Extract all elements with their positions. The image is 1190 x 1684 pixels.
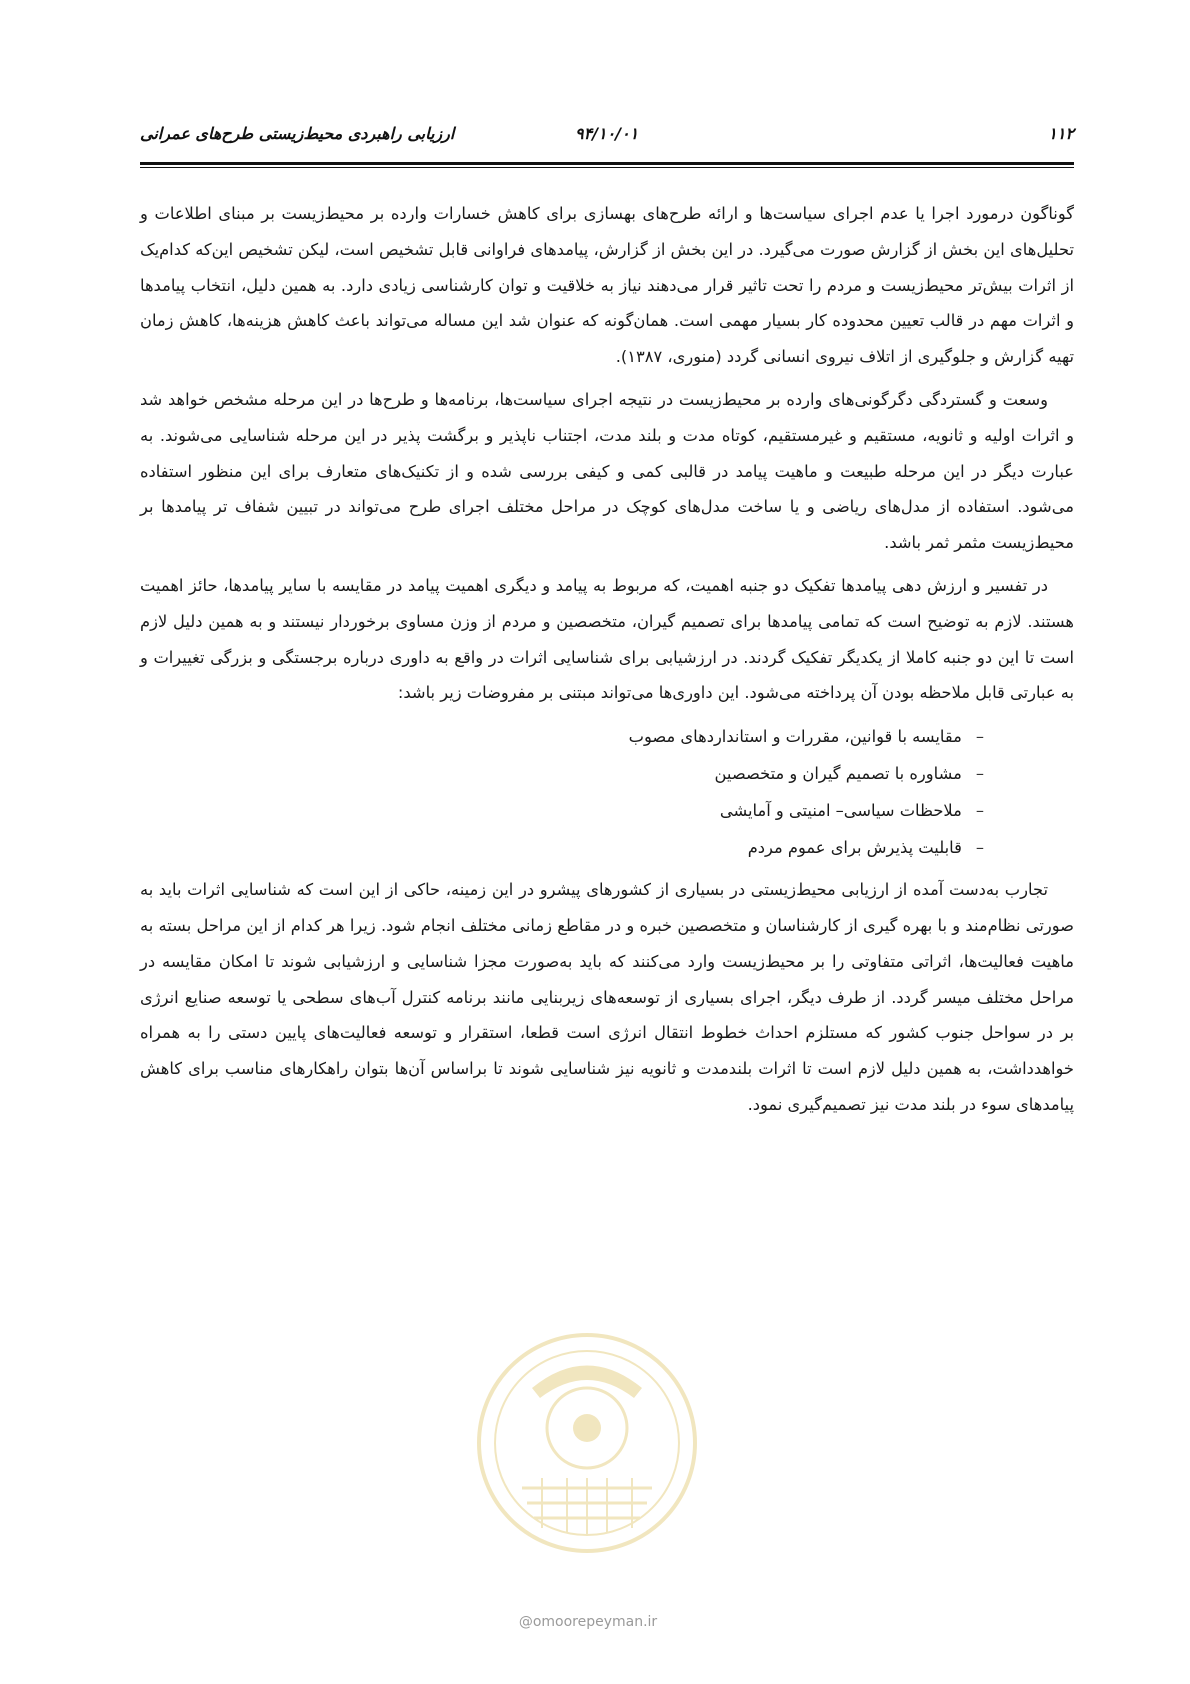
bullet-text: قابلیت پذیرش برای عموم مردم — [747, 838, 962, 858]
watermark-seal-icon — [472, 1328, 702, 1558]
paragraph-1: گوناگون درمورد اجرا یا عدم اجرای سیاست‌ها و ارائه طرح‌های بهسازی برای کاهش خسارات وارده بر محیط‌زیست بر مبنای اطلاعات و تحلیل‌های این بخش از گزارش صورت می‌گیرد. در این بخش از گزارش، پیامدهای فراوانی قابل تشخیص است، لیکن تشخیص این‌که کدام‌یک از اثرات بیش‌تر محیط‌زیست و مردم را تحت تاثیر قرار می‌دهند نیاز به خلاقیت و توان کارشناسی زیادی دارد. به همین دلیل، انتخاب پیامدها و اثرات مهم در قالب تعیین محدوده کار بسیار مهمی است. همان‌گونه که عنوان شد این مساله می‌تواند باعث کاهش هزینه‌ها، کاهش زمان تهیه گزارش و جلوگیری از اتلاف نیروی انسانی گردد (منوری، ۱۳۸۷). — [140, 204, 1074, 367]
dash-icon: – — [975, 764, 984, 784]
paragraph-3: در تفسیر و ارزش دهی پیامدها تفکیک دو جنبه اهمیت، که مربوط به پیامد و دیگری اهمیت پیامد در مقایسه با سایر پیامدها، حائز اهمیت هستند. لازم به توضیح است که تمامی پیامدها برای تصمیم گیران، متخصصین و مردم از وزن مساوی برخوردار نیستند و به همین دلیل لازم است تا این دو جنبه کاملا از یکدیگر تفکیک گردند. در ارزشیابی برای شناسایی اثرات در واقع به داوری درباره برجستگی و بزرگی تغییرات و به عبارتی قابل ملاحظه بودن آن پرداخته می‌شود. این داوری‌ها می‌تواند مبتنی بر مفروضات زیر باشد: — [140, 575, 1074, 703]
dash-icon: – — [975, 801, 984, 821]
header-date: ۹۴/۱۰/۰۱ — [575, 124, 639, 143]
body-text — [140, 196, 1074, 1130]
paragraph-4: تجارب به‌دست آمده از ارزیابی محیط‌زیستی در بسیاری از کشورهای پیشرو در این زمینه، حاکی از این است که شناسایی اثرات باید به صورتی نظام‌مند و با بهره گیری از کارشناسان و متخصصین خبره و در مقاطع زمانی مختلف انجام شود. زیرا هر کدام از این مراحل بسته به ماهیت فعالیت‌ها، اثراتی متفاوتی را بر محیط‌زیست وارد می‌کنند که باید به‌صورت مجزا شناسایی و ارزشیابی شوند تا امکان مقایسه در مراحل مختلف میسر گردد. از طرف دیگر، اجرای بسیاری از توسعه‌های زیربنایی مانند برنامه کنترل آب‌های سطحی یا توسعه صنایع انرژی بر در سواحل جنوب کشور که مستلزم احداث خطوط انتقال انرژی است قطعا، استقرار و توسعه فعالیت‌های پایین دستی را به همراه خواهدداشت، به همین دلیل لازم است تا اثرات بلندمدت و ثانویه نیز شناسایی شوند تا براساس آن‌ها بتوان راهکارهای مناسب برای کاهش پیامدهای سوء در بلند مدت نیز تصمیم‌گیری نمود. — [140, 880, 1074, 1114]
page-number: ۱۱۲ — [1048, 124, 1074, 143]
bullet-item — [140, 755, 984, 792]
bullet-text: ملاحظات سیاسی– امنیتی و آمایشی — [719, 801, 962, 821]
paragraph-2: وسعت و گستردگی دگرگونی‌های وارده بر محیط‌زیست در نتیجه اجرای سیاست‌ها، برنامه‌ها و طرح‌ها در این مرحله مشخص خواهد شد و اثرات اولیه و ثانویه، مستقیم و غیرمستقیم، کوتاه مدت و بلند مدت، اجتناب ناپذیر و برگشت پذیر در این مرحله شناسایی می‌شوند. به عبارت دیگر در این مرحله طبیعت و ماهیت پیامد در قالبی کمی و کیفی بررسی شده و از تکنیک‌های متعارف برای این منظور استفاده می‌شود. استفاده از مدل‌های ریاضی و یا ساخت مدل‌های کوچک در مراحل مختلف اجرای طرح می‌تواند در تبیین شفاف تر پیامدها بر محیط‌زیست مثمر ثمر باشد. — [140, 389, 1074, 553]
bullet-item — [140, 829, 984, 866]
watermark-url: @omoorepeyman.ir — [518, 1614, 658, 1630]
header-rule-thick — [140, 162, 1074, 165]
header-title: ارزیابی راهبردی محیط‌زیستی طرح‌های عمرانی — [140, 124, 455, 143]
bullet-item — [140, 718, 984, 755]
dash-icon: – — [975, 727, 984, 747]
bullet-text: مقایسه با قوانین، مقررات و استانداردهای مصوب — [628, 727, 962, 747]
bullet-text: مشاوره با تصمیم گیران و متخصصین — [714, 764, 962, 784]
bullet-list — [140, 718, 1074, 866]
dash-icon: – — [975, 838, 984, 858]
running-header — [140, 124, 1074, 154]
bullet-item — [140, 792, 984, 829]
header-rule-thin — [140, 167, 1074, 168]
